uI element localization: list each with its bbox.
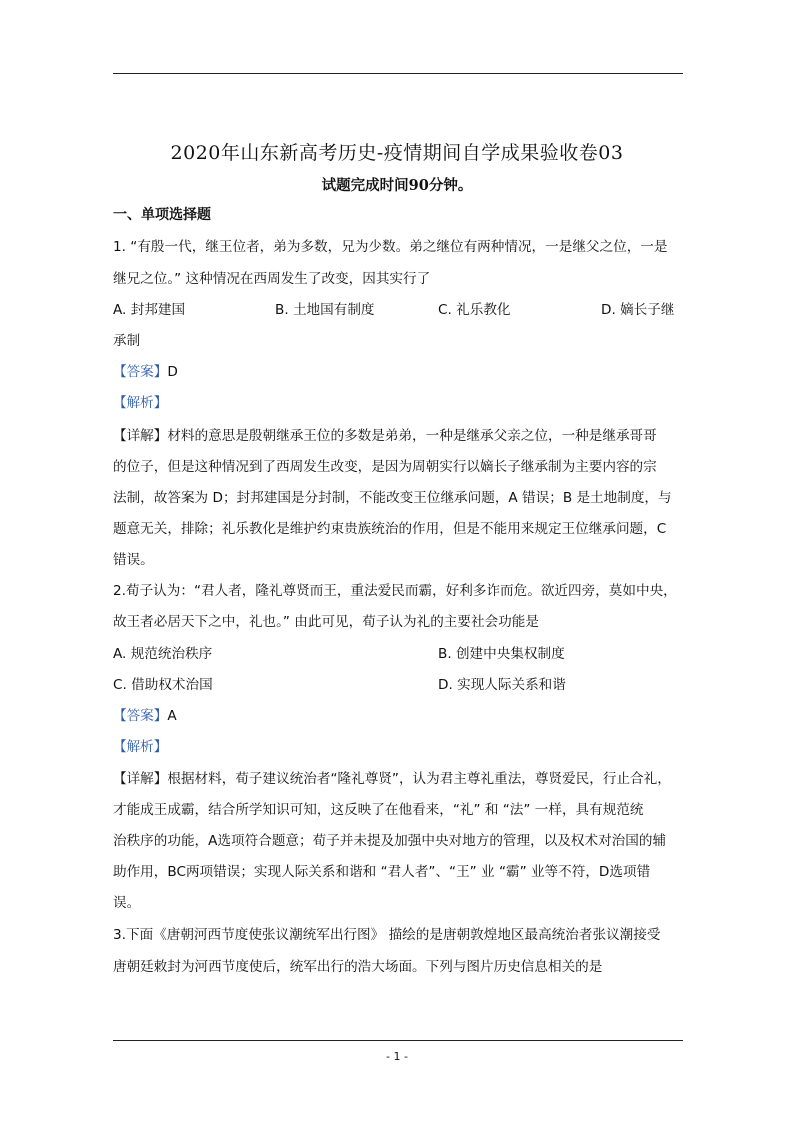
q2-detail-line-5: 误。 bbox=[113, 895, 141, 911]
q2-detail-line-1 bbox=[113, 770, 671, 788]
q2-detail-line-4: 助作用，BC两项错误；实现人际关系和谐和 “君人者”、“王” 业 “霸” 业等不符，D选项错 bbox=[113, 864, 651, 880]
header-rule bbox=[113, 73, 683, 74]
q2-option-d: D. 实现人际关系和谐 bbox=[438, 677, 566, 693]
q2-analysis-tag bbox=[113, 738, 167, 756]
q2-answer bbox=[113, 707, 177, 725]
q1-detail-tag: 【详解】 bbox=[113, 428, 168, 444]
page-subtitle: 试题完成时间90分钟。 bbox=[321, 177, 473, 194]
q2-stem-line-2: 故王者必居天下之中，礼也。” 由此可见，荀子认为礼的主要社会功能是 bbox=[113, 614, 539, 630]
q1-detail-line-3: 法制，故答案为 D；封邦建国是分封制，不能改变王位继承问题，A 错误；B 是土地制度，与 bbox=[113, 490, 672, 506]
page-title: 2020年山东新高考历史-疫情期间自学成果验收卷03 bbox=[170, 142, 624, 164]
q2-analysis-label: 【解析】 bbox=[113, 739, 168, 755]
q2-answer-tag: 【答案】 bbox=[113, 708, 168, 724]
q1-answer-value: D bbox=[167, 364, 178, 380]
page-number: - 1 - bbox=[386, 1050, 408, 1063]
q2-stem-line-1: 2.荀子认为：“君人者，隆礼尊贤而王，重法爱民而霸，好利多诈而危。欲近四旁，莫如中央， bbox=[113, 583, 677, 599]
q1-detail-line-1 bbox=[113, 427, 657, 445]
q1-detail-line-2: 的位子，但是这种情况到了西周发生改变，是因为周朝实行以嫡长子继承制为主要内容的宗 bbox=[113, 459, 657, 475]
q1-stem-line-1: 1. “有殷一代，继王位者，弟为多数，兄为少数。弟之继位有两种情况，一是继父之位，一是 bbox=[113, 239, 668, 255]
q3-stem-line-2: 唐朝廷敕封为河西节度使后，统军出行的浩大场面。下列与图片历史信息相关的是 bbox=[113, 959, 603, 975]
q2-detail-text-1: 根据材料，荀子建议统治者“隆礼尊贤”，认为君主尊礼重法，尊贤爱民，行止合礼， bbox=[167, 771, 671, 787]
footer-rule bbox=[113, 1040, 683, 1041]
q2-detail-line-2: 才能成王成霸，结合所学知识可知，这反映了在他看来，“礼” 和 “法” 一样，具有规范统 bbox=[113, 802, 644, 818]
q1-option-a: A. 封邦建国 bbox=[113, 302, 186, 318]
q2-detail-line-3: 治秩序的功能，A选项符合题意；荀子并未提及加强中央对地方的管理，以及权术对治国的辅 bbox=[113, 833, 667, 849]
q2-option-b: B. 创建中央集权制度 bbox=[438, 646, 565, 662]
q1-answer bbox=[113, 363, 178, 381]
q3-stem-line-1: 3.下面《唐朝河西节度使张议潮统军出行图》 描绘的是唐朝敦煌地区最高统治者张议潮接受 bbox=[113, 927, 661, 943]
q1-detail-line-4: 题意无关，排除；礼乐教化是维护约束贵族统治的作用，但是不能用来规定王位继承问题，C bbox=[113, 521, 667, 537]
q1-detail-text-1: 材料的意思是殷朝继承王位的多数是弟弟，一种是继承父亲之位，一种是继承哥哥 bbox=[167, 428, 657, 444]
q1-analysis-label: 【解析】 bbox=[113, 395, 168, 411]
q2-option-c: C. 借助权术治国 bbox=[113, 677, 213, 693]
q1-analysis-tag bbox=[113, 394, 167, 412]
q2-option-a: A. 规范统治秩序 bbox=[113, 646, 213, 662]
q1-option-d-continued: 承制 bbox=[113, 333, 141, 349]
q1-stem-line-2: 继兄之位。” 这种情况在西周发生了改变，因其实行了 bbox=[113, 271, 431, 287]
q1-option-b: B. 土地国有制度 bbox=[275, 302, 375, 318]
q1-answer-tag: 【答案】 bbox=[113, 364, 168, 380]
q2-answer-value: A bbox=[167, 708, 177, 724]
q1-option-c: C. 礼乐教化 bbox=[438, 302, 511, 318]
q1-option-d: D. 嫡长子继 bbox=[601, 302, 675, 318]
q1-detail-line-5: 错误。 bbox=[113, 552, 154, 568]
section-heading: 一、单项选择题 bbox=[113, 207, 211, 223]
q2-detail-tag: 【详解】 bbox=[113, 771, 168, 787]
